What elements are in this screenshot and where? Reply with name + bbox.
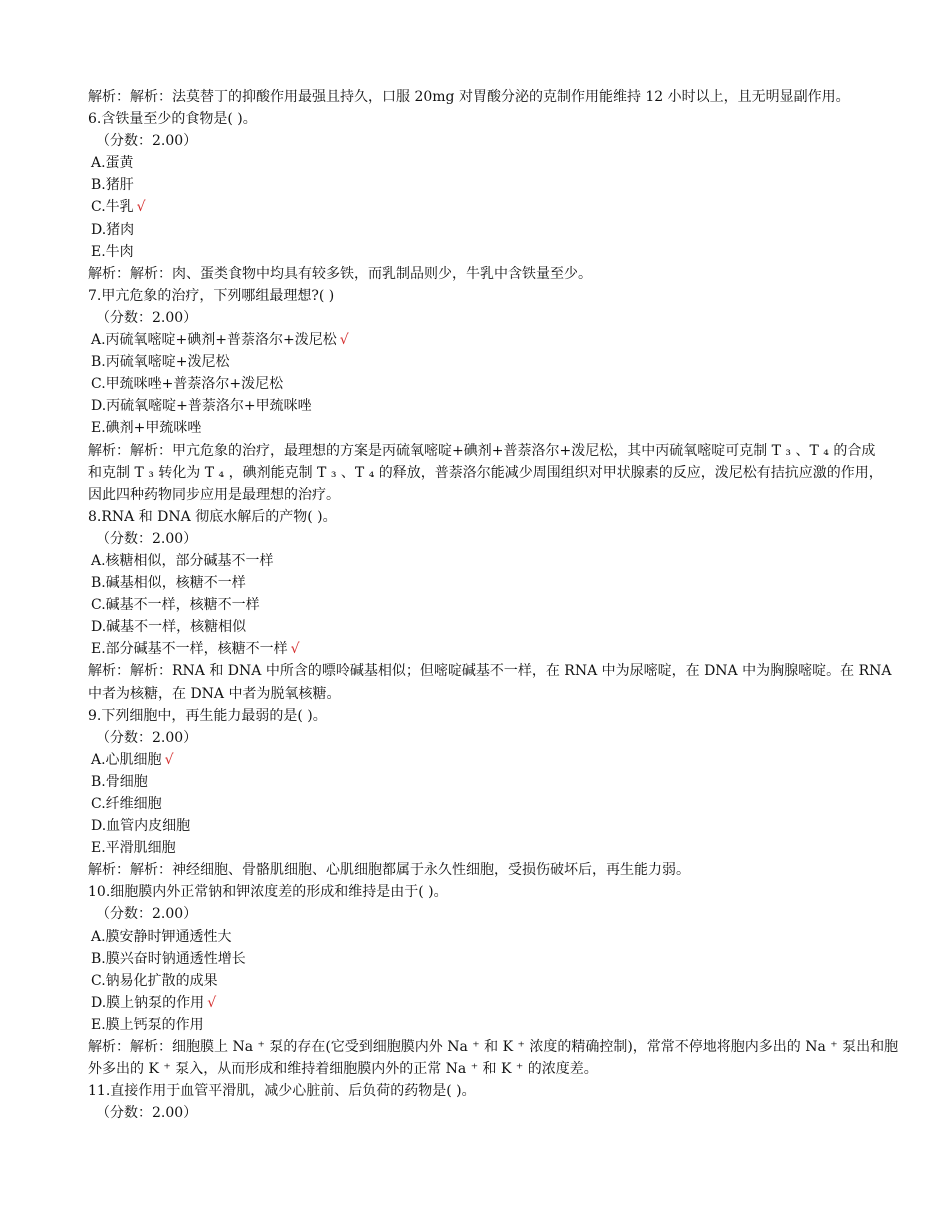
analysis-block [0, 440, 950, 506]
answer-option [88, 152, 865, 174]
answer-option [88, 351, 865, 373]
analysis-text: 外多出的 K ⁺ 泵入，从而形成和维持着细胞膜内外的正常 Na ⁺ 和 K ⁺ 的浓度差。 [88, 1061, 598, 1078]
question-score: （分数：2.00） [96, 309, 198, 326]
answer-option [88, 616, 865, 638]
option-text: C.纤维细胞 [91, 796, 162, 812]
answer-option [88, 241, 865, 263]
correct-answer-check-icon: √ [136, 199, 146, 216]
answer-option [88, 196, 865, 218]
option-text: C.牛乳 [91, 199, 134, 216]
answer-option [88, 815, 865, 837]
analysis-text: 和克制 T ₃ 转化为 T ₄ ，碘剂能克制 T ₃ 、T ₄ 的释放，普萘洛尔能减少周围组织对甲状腺素的反应，泼尼松有拮抗应激的作用， [88, 464, 883, 481]
answer-option [88, 948, 865, 970]
option-text: D.血管内皮细胞 [91, 818, 191, 835]
option-text: B.丙硫氧嘧啶+泼尼松 [91, 354, 230, 371]
option-text: D.猪肉 [91, 221, 135, 238]
option-text: E.平滑肌细胞 [91, 840, 176, 857]
question-stem: 10.细胞膜内外正常钠和钾浓度差的形成和维持是由于( )。 [88, 884, 448, 901]
question-block [0, 108, 950, 263]
option-text: A.核糖相似，部分碱基不一样 [91, 552, 274, 569]
analysis-block [0, 859, 950, 881]
answer-option [88, 638, 865, 660]
option-text: D.丙硫氧嘧啶+普萘洛尔+甲巯咪唑 [91, 398, 312, 415]
answer-option [88, 1014, 865, 1036]
analysis-block [0, 1036, 950, 1080]
answer-option [88, 793, 865, 815]
option-text: E.牛肉 [91, 243, 134, 260]
question-score: （分数：2.00） [96, 133, 198, 150]
question-stem: 8.RNA 和 DNA 彻底水解后的产物( )。 [88, 508, 337, 525]
answer-option [88, 837, 865, 859]
analysis-text: 解析：解析：法莫替丁的抑酸作用最强且持久，口服 20mg 对胃酸分泌的克制作用能维持 12 小时以上，且无明显副作用。 [88, 89, 850, 105]
option-text: D.碱基不一样，核糖相似 [91, 619, 247, 636]
analysis-text: 解析：解析：神经细胞、骨骼肌细胞、心肌细胞都属于永久性细胞，受损伤破坏后，再生能力弱。 [88, 862, 690, 879]
answer-option [88, 992, 865, 1014]
analysis-block [0, 660, 950, 704]
option-text: D.膜上钠泵的作用 [91, 994, 205, 1011]
option-text: C.甲巯咪唑+普萘洛尔+泼尼松 [91, 376, 284, 393]
analysis-block [0, 263, 950, 285]
analysis-text: 因此四种药物同步应用是最理想的治疗。 [88, 486, 340, 503]
option-text: B.膜兴奋时钠通透性增长 [91, 950, 246, 967]
question-block [0, 881, 950, 1036]
answer-option [88, 771, 865, 793]
option-text: E.部分碱基不一样，核糖不一样 [91, 641, 288, 658]
exam-page [0, 86, 950, 1124]
option-text: A.蛋黄 [91, 155, 134, 172]
option-text: A.心肌细胞 [91, 751, 162, 768]
option-text: A.丙硫氧嘧啶+碘剂+普萘洛尔+泼尼松 [91, 332, 337, 349]
question-score: （分数：2.00） [96, 729, 198, 746]
question-block [0, 705, 950, 860]
correct-answer-check-icon: √ [207, 994, 217, 1011]
answer-option [88, 572, 865, 594]
question-stem: 6.含铁量至少的食物是( )。 [88, 111, 257, 128]
answer-option [88, 594, 865, 616]
correct-answer-check-icon: √ [339, 332, 349, 349]
analysis-text: 中者为核糖，在 DNA 中者为脱氧核糖。 [88, 685, 341, 702]
answer-option [88, 970, 865, 992]
option-text: C.钠易化扩散的成果 [91, 972, 218, 989]
option-text: E.膜上钙泵的作用 [91, 1016, 204, 1033]
option-text: B.猪肝 [91, 177, 134, 194]
question-score: （分数：2.00） [96, 530, 198, 547]
analysis-text: 解析：解析：RNA 和 DNA 中所含的嘌呤碱基相似；但嘧啶碱基不一样，在 RNA 中为尿嘧啶，在 DNA 中为胸腺嘧啶。在 RNA [88, 663, 892, 680]
answer-option [88, 926, 865, 948]
answer-option [88, 373, 865, 395]
option-text: E.碘剂+甲巯咪唑 [91, 420, 202, 437]
answer-option [88, 749, 865, 771]
question-block [0, 1080, 950, 1124]
question-score: （分数：2.00） [96, 1105, 198, 1122]
answer-option [88, 174, 865, 196]
correct-answer-check-icon: √ [290, 641, 300, 658]
analysis-text: 解析：解析：细胞膜上 Na ⁺ 泵的存在(它受到细胞膜内外 Na ⁺ 和 K ⁺ 浓度的精确控制)，常常不停地将胞内多出的 Na ⁺ 泵出和胞 [88, 1039, 899, 1056]
option-text: B.骨细胞 [91, 773, 148, 790]
analysis-block [0, 86, 950, 108]
option-text: C.碱基不一样，核糖不一样 [91, 597, 260, 614]
question-stem: 9.下列细胞中，再生能力最弱的是( )。 [88, 707, 327, 724]
answer-option [88, 550, 865, 572]
question-block [0, 506, 950, 661]
option-text: A.膜安静时钾通透性大 [91, 928, 232, 945]
option-text: B.碱基相似，核糖不一样 [91, 575, 246, 592]
correct-answer-check-icon: √ [164, 751, 174, 768]
answer-option [88, 219, 865, 241]
question-score: （分数：2.00） [96, 906, 198, 923]
question-stem: 7.甲亢危象的治疗，下列哪组最理想?( ) [88, 287, 335, 304]
answer-option [88, 417, 865, 439]
analysis-text: 解析：解析：肉、蛋类食物中均具有较多铁，而乳制品则少，牛乳中含铁量至少。 [88, 265, 592, 282]
answer-option [88, 329, 865, 351]
analysis-text: 解析：解析：甲亢危象的治疗，最理想的方案是丙硫氧嘧啶+碘剂+普萘洛尔+泼尼松，其中丙硫氧嘧啶可克制 T ₃ 、T ₄ 的合成 [88, 442, 876, 459]
answer-option [88, 395, 865, 417]
question-stem: 11.直接作用于血管平滑肌，减少心脏前、后负荷的药物是( )。 [88, 1083, 476, 1100]
question-block [0, 285, 950, 440]
